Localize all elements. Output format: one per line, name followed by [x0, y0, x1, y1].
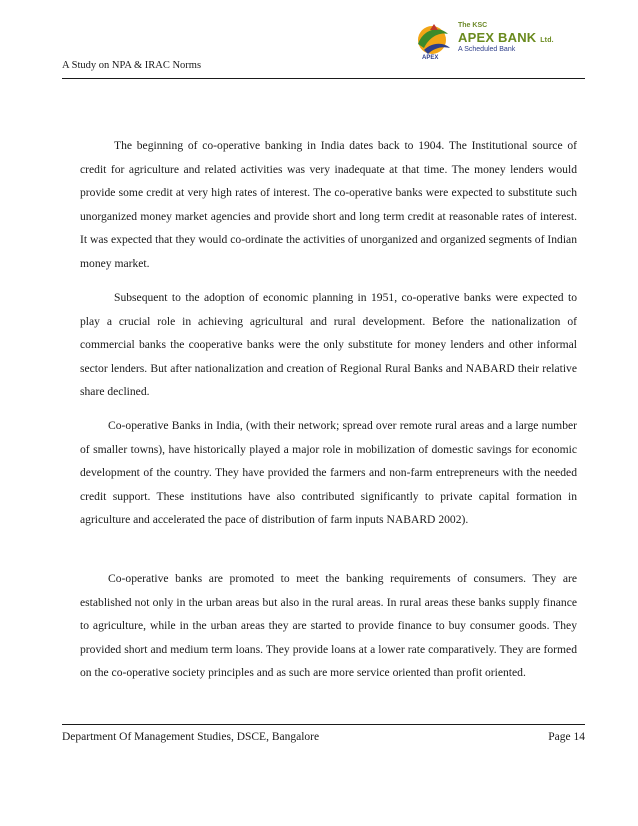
logo-bank-name: APEX BANK	[458, 30, 537, 45]
bank-logo	[410, 22, 554, 72]
paragraph-1	[80, 134, 577, 276]
paragraph-3-text: Co-operative Banks in India, (with their network; spread over remote rural areas and a large number of smaller towns), have historically played a major role in mobilization of domestic savings for economic development of the country. They have provided the farmers and non-farm entrepreneurs with the needed credit support. These institutions have also contributed significantly to private capital formation in agriculture and accelerated the pace of distribution of farm inputs NABARD 2002).	[80, 419, 577, 527]
paragraph-4-text: Co-operative banks are promoted to meet the banking requirements of consumers. They are established not only in the urban areas but also in the rural areas. In rural areas these banks supply finance to agriculture, while in the urban areas they are started to provide finance to buy consumer goods. They provided short and medium term loans. They provide loans at a lower rate comparatively. They are formed on the co-operative society principles and as such are more service oriented than profit oriented.	[80, 572, 577, 680]
page-number: Page 14	[548, 731, 585, 743]
logo-tagline: A Scheduled Bank	[458, 46, 516, 53]
paragraph-2	[80, 286, 577, 404]
paragraph-4	[80, 567, 577, 685]
footer-divider	[62, 724, 585, 725]
logo-prefix: The KSC	[458, 22, 488, 29]
logo-mark-text: APEX	[422, 55, 439, 61]
header-title: A Study on NPA & IRAC Norms	[62, 60, 202, 71]
footer-department: Department Of Management Studies, DSCE, Bangalore	[62, 731, 320, 743]
paragraph-1-text: The beginning of co-operative banking in India dates back to 1904. The Institutional source of credit for agriculture and related activities was very inadequate at that time. The money lenders would provide some credit at very high rates of interest. The co-operative banks were expected to substitute such unorganized money market agencies and provide short and long term credit at reasonable rates of interest. It was expected that they would co-ordinate the activities of unorganized and organized segments of Indian money market.	[80, 139, 577, 270]
paragraph-3	[80, 414, 577, 532]
header-divider	[62, 78, 585, 79]
logo-name	[458, 30, 554, 45]
paragraph-2-text: Subsequent to the adoption of economic planning in 1951, co-operative banks were expected to play a crucial role in achieving agricultural and rural development. Before the nationalization of commercial banks the cooperative banks were the only substitute for money lenders and other informal sector lenders. But after nationalization and creation of Regional Rural Banks and NABARD their relative share declined.	[80, 291, 577, 399]
logo-suffix: Ltd.	[540, 37, 554, 44]
